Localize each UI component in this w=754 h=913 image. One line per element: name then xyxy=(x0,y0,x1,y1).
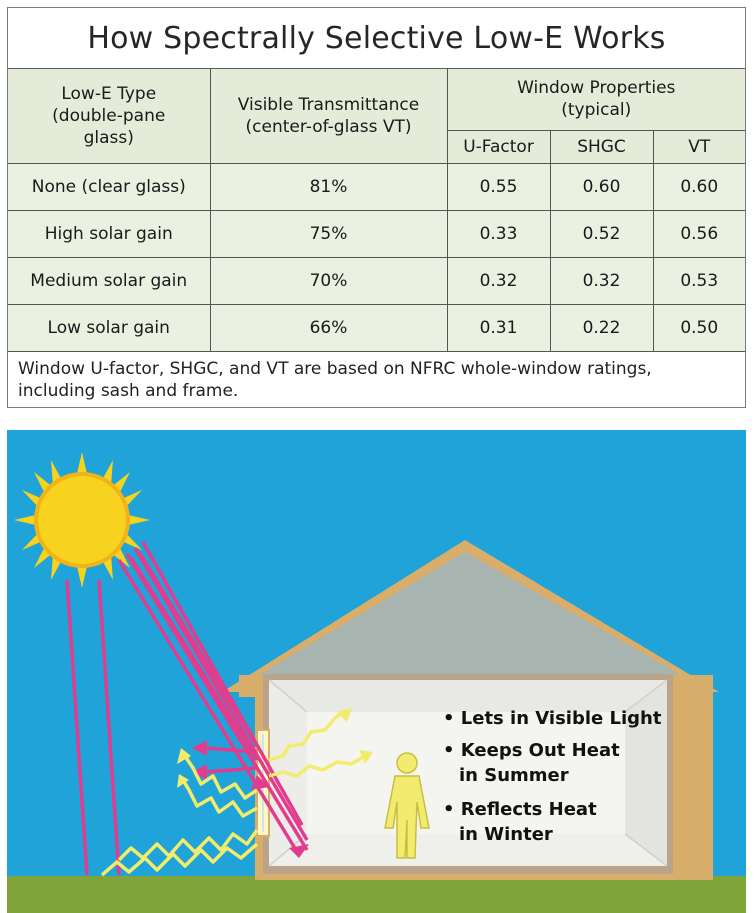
cell-type: None (clear glass) xyxy=(8,163,210,210)
header-visible-transmittance: Visible Transmittance (center-of-glass VT) xyxy=(210,69,447,163)
bullet-reflects-heat-line2: in Winter xyxy=(459,824,553,845)
header-window-properties: Window Properties (typical) xyxy=(447,69,745,130)
table-footnote: Window U-factor, SHGC, and VT are based on NFRC whole-window ratings, including sash and frame. xyxy=(18,358,652,401)
table-title: How Spectrally Selective Low-E Works xyxy=(8,8,745,69)
cell-vt: 0.60 xyxy=(653,163,745,210)
cell-vt: 0.50 xyxy=(653,304,745,351)
header-low-e-type: Low-E Type (double-pane glass) xyxy=(8,69,210,163)
ground xyxy=(7,876,746,913)
cell-visible: 70% xyxy=(210,257,447,304)
cell-visible: 75% xyxy=(210,210,447,257)
window-properties-table-panel xyxy=(7,7,746,408)
cell-vt: 0.53 xyxy=(653,257,745,304)
table-row xyxy=(8,163,745,210)
table-row xyxy=(8,210,745,257)
cell-shgc: 0.52 xyxy=(550,210,653,257)
cell-type: Medium solar gain xyxy=(8,257,210,304)
bullet-keeps-out-heat-line2: in Summer xyxy=(459,765,569,786)
low-e-comparison-table xyxy=(8,69,745,352)
cell-u-factor: 0.32 xyxy=(447,257,550,304)
header-vt: VT xyxy=(653,130,745,163)
table-row xyxy=(8,257,745,304)
cell-vt: 0.56 xyxy=(653,210,745,257)
cell-u-factor: 0.33 xyxy=(447,210,550,257)
bullet-keeps-out-heat: • Keeps Out Heat xyxy=(443,740,620,761)
cell-type: Low solar gain xyxy=(8,304,210,351)
cell-shgc: 0.60 xyxy=(550,163,653,210)
table-row xyxy=(8,304,745,351)
header-shgc: SHGC xyxy=(550,130,653,163)
cell-type: High solar gain xyxy=(8,210,210,257)
cell-u-factor: 0.31 xyxy=(447,304,550,351)
cell-shgc: 0.22 xyxy=(550,304,653,351)
header-u-factor: U-Factor xyxy=(447,130,550,163)
sun-icon xyxy=(14,452,150,588)
cell-visible: 66% xyxy=(210,304,447,351)
bullet-reflects-heat: • Reflects Heat xyxy=(443,799,597,820)
cell-u-factor: 0.55 xyxy=(447,163,550,210)
cell-shgc: 0.32 xyxy=(550,257,653,304)
cell-visible: 81% xyxy=(210,163,447,210)
bullet-visible-light: • Lets in Visible Light xyxy=(443,708,662,729)
low-e-house-illustration xyxy=(7,430,746,913)
